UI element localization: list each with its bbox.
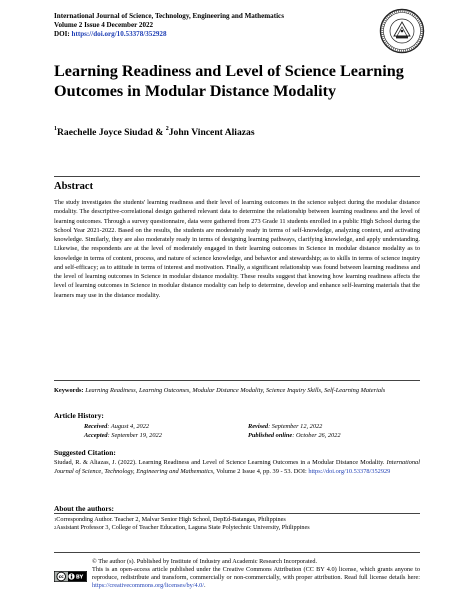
- paper-title: Learning Readiness and Level of Science Learning Outcomes in Modular Distance Modality: [54, 62, 404, 100]
- affil2-number: 2: [54, 525, 57, 531]
- revised-label: Revised: [248, 423, 269, 430]
- received-label: Received: [84, 423, 108, 430]
- citation-doi-link[interactable]: https://doi.org/10.53378/352929: [308, 467, 391, 475]
- keywords-top-rule: [54, 380, 420, 381]
- abstract-top-rule: [54, 176, 420, 177]
- about-authors-block: [54, 516, 420, 532]
- keywords-text: Learning Readiness, Learning Outcomes, Modular Distance Modality, Science Inquiry Skills, Self-Learning Materials: [85, 387, 386, 394]
- accepted-date: : September 19, 2022: [107, 432, 162, 439]
- citation-lead: Siudad, R. & Aliazas, J. (2022). Learning Readiness and Level of Science Learning Outcomes in a Modular Distance Modality.: [54, 459, 385, 466]
- received-date: : August 4, 2022: [107, 423, 150, 430]
- about-rule: [54, 513, 420, 514]
- citation-tail: , Volume 2 Issue 4, pp. 39 - 53. DOI:: [213, 467, 309, 475]
- institute-seal-logo: [379, 8, 425, 54]
- license-terms-text: This is an open-access article published under the Creative Commons Attribution (CC BY 4.0) license, which grants anyone to reproduce, redistribute and transform, commercially or non-commercially, with proper attribution. Read full license details here:: [92, 566, 420, 581]
- history-received: [84, 422, 162, 431]
- journal-name: International Journal of Science, Technology, Engineering and Mathematics: [54, 12, 284, 20]
- author2-affiliation: [54, 524, 420, 532]
- author1-affiliation: [54, 516, 420, 524]
- authors-line: [54, 127, 255, 138]
- about-authors-heading: About the authors:: [54, 504, 114, 513]
- author1-name: Raechelle Joyce Siudad: [57, 127, 153, 138]
- doi-label: DOI:: [54, 30, 72, 39]
- history-left-column: [84, 422, 162, 440]
- history-revised: [248, 422, 341, 431]
- article-history-heading: Article History:: [54, 411, 104, 420]
- cc-by-license-badge[interactable]: [54, 571, 87, 582]
- license-url-link[interactable]: https://creativecommons.org/licenses/by/4.0/: [92, 582, 205, 589]
- revised-date: : September 12, 2022: [268, 423, 323, 430]
- license-end: .: [204, 582, 206, 589]
- accepted-label: Accepted: [84, 432, 108, 439]
- keywords-block: [54, 386, 420, 395]
- abstract-heading: Abstract: [54, 181, 94, 192]
- by-badge-text: BY: [75, 574, 84, 581]
- author-separator: &: [152, 127, 166, 138]
- abstract-text: The study investigates the students' learning readiness and their level of learning outcomes in the science subject during the modular distance modality. The descriptive-correlational design gathered relevant data to determine the relationship between learning readiness and the level of learning outcomes. Through a survey questionnaire, data were gathered from 273 Grade 11 students enrolled in a public High School during the School Year 2021-2022. Based on the results, the students are moderately ready in terms of self-knowledge, analyzing context, and activating knowledge. Similarly, they are also moderately ready in terms of designing learning pathways, clarifying knowledge, and apply understanding. Likewise, the respondents are at the level of moderately engaged in their learning outcomes in Science in modular distance modality as to knowledge in terms of content, process, and nature of science knowledge, and behavior and stewardship; as to skills in terms of science inquiry and self-efficacy; as to attitude in terms of interest and motivation. Finally, a significant relationship was found between learning readiness and the level of learning outcomes in Science in modular distance modality. These results suggest that knowing how learning readiness affects the level of learning outcomes in Science in modular distance modality can help to determine, develop and enhance self-learning materials that the learners may use in the distance modality.: [54, 199, 420, 299]
- license-copyright: © The author (s). Published by Institute of Industry and Academic Research Incorporated.: [92, 558, 318, 565]
- published-label: Published online: [248, 432, 293, 439]
- journal-doi: [54, 30, 384, 39]
- license-text: [92, 558, 420, 590]
- author2-affil-number: 2: [165, 126, 169, 132]
- history-published: [248, 431, 341, 440]
- citation-text: [54, 459, 420, 476]
- affil1-text: Corresponding Author. Teacher 2, Malvar Senior High School, DepEd-Batangas, Philippines: [56, 516, 286, 523]
- affil2-text: Assistant Professor 3, College of Teacher Education, Laguna State Polytechnic University, Philippines: [56, 524, 310, 532]
- history-right-column: [248, 422, 341, 440]
- published-date: : October 26, 2022: [292, 432, 341, 439]
- author2-name: John Vincent Aliazas: [168, 127, 255, 138]
- history-accepted: [84, 431, 162, 440]
- affil1-number: 1: [54, 517, 57, 522]
- citation-journal: International Journal of Science, Technology, Engineering and Mathematics: [54, 459, 420, 475]
- license-terms: [92, 566, 420, 590]
- author1-affil-number: 1: [54, 126, 57, 132]
- journal-issue: Volume 2 Issue 4 December 2022: [54, 21, 154, 30]
- keywords-label: Keywords:: [54, 387, 84, 394]
- cc-badge-text: cc: [58, 575, 64, 581]
- suggested-citation-heading: Suggested Citation:: [54, 448, 116, 457]
- journal-header: [54, 12, 384, 40]
- journal-doi-link[interactable]: https://doi.org/10.53378/352928: [71, 30, 167, 39]
